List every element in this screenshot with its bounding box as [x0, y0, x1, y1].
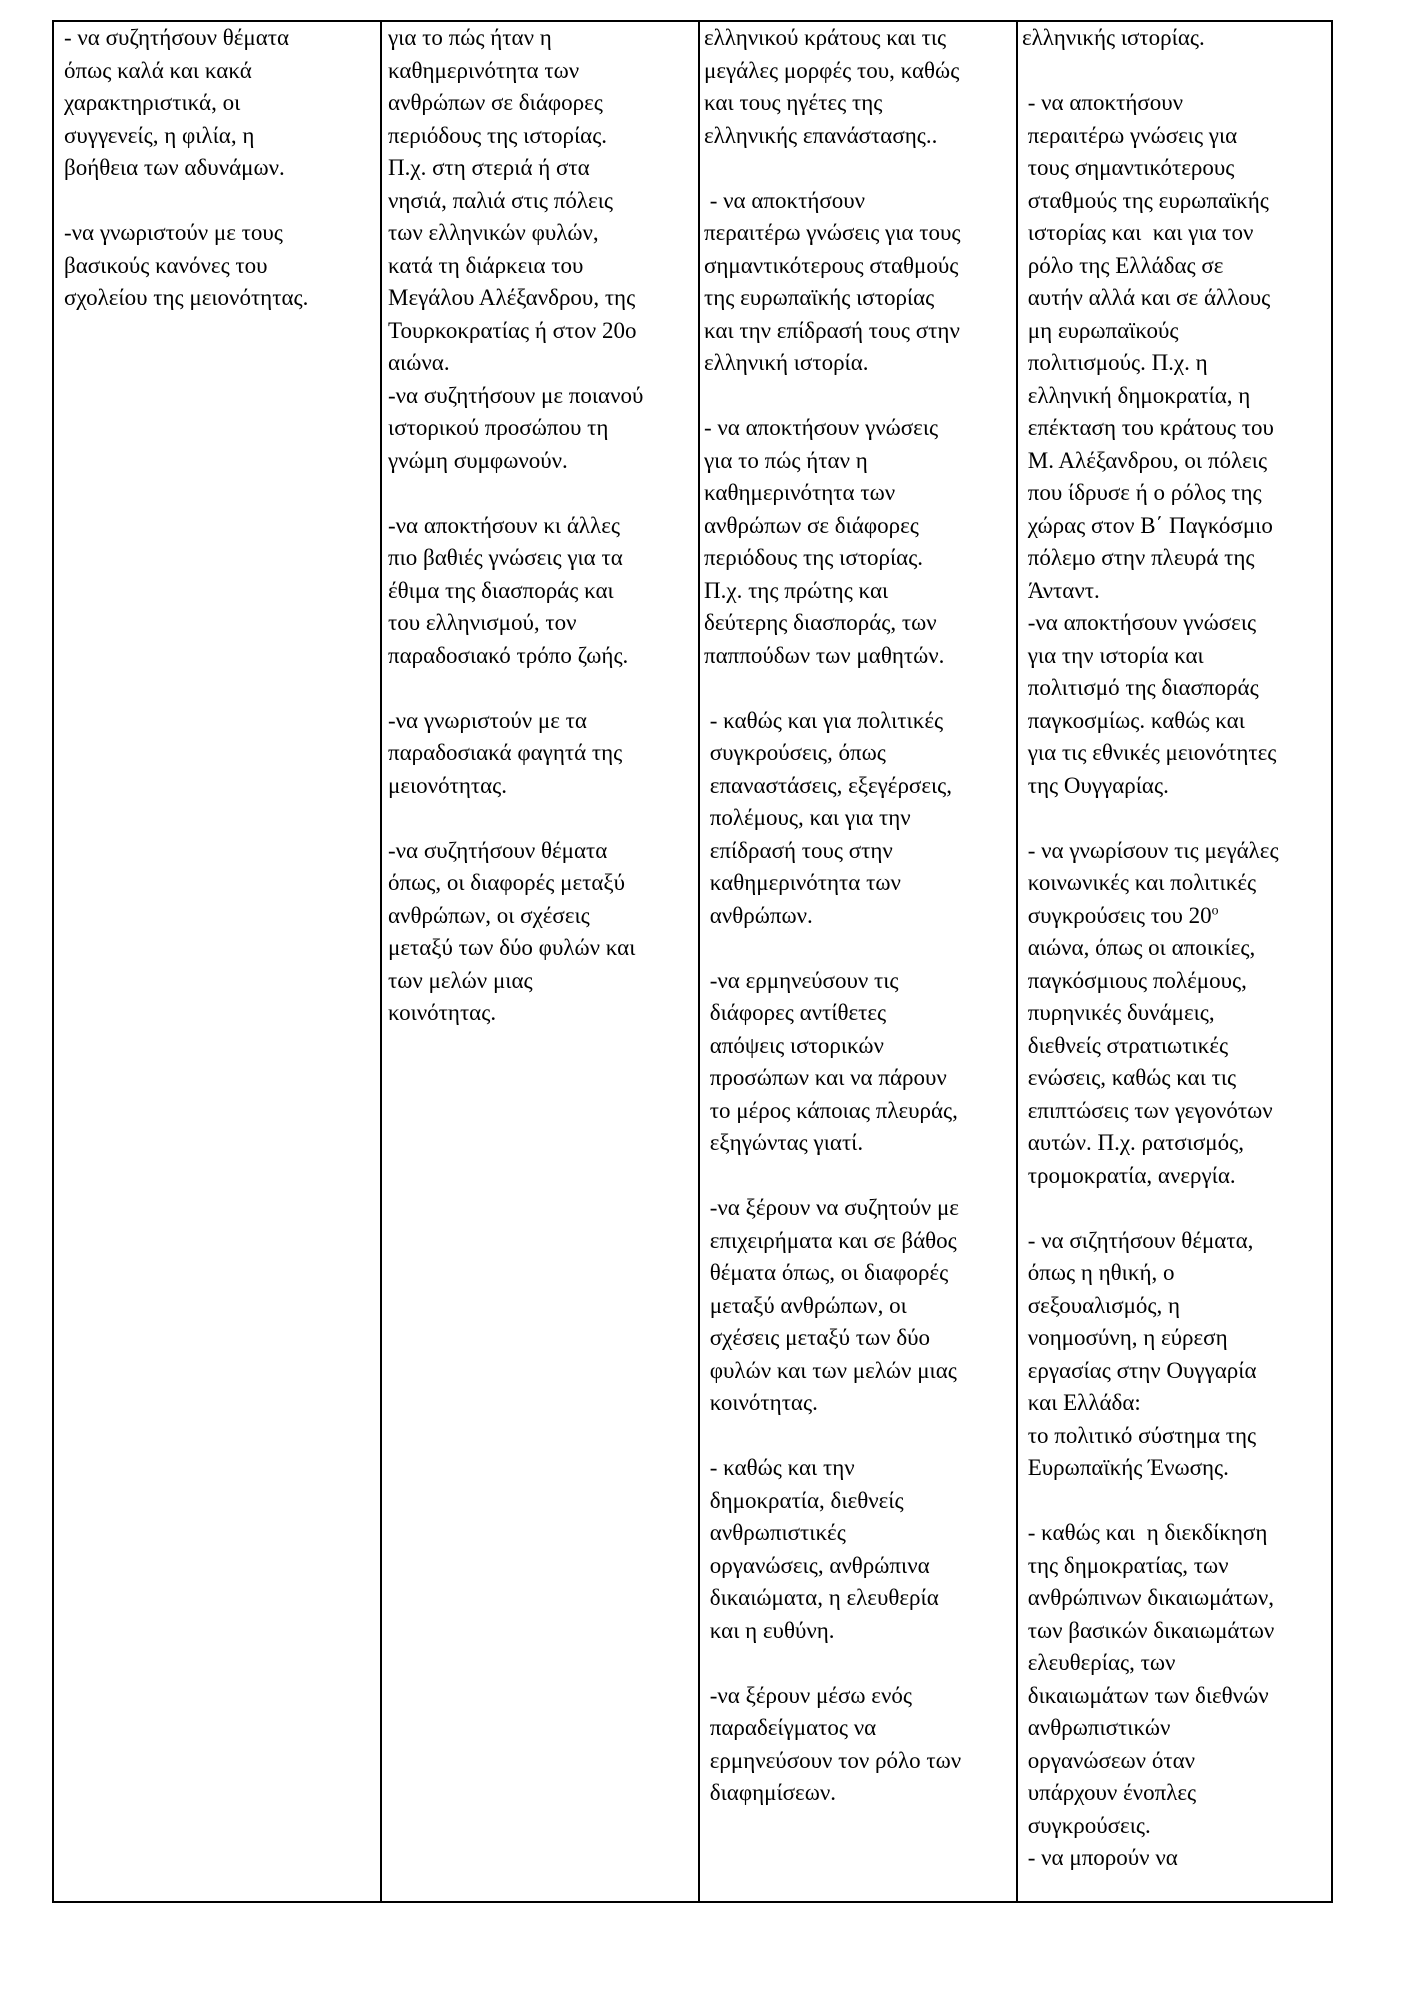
- table-column-3: [698, 22, 1016, 1901]
- cell-text: - να συζητήσουν θέματα όπως καλά και κακά χαρακτηριστικά, οι συγγενείς, η φιλία, η βοήθεια των αδυνάμων. -να γνωριστούν με τους βασικούς κανόνες του σχολείου της μειονότητας.: [64, 25, 309, 310]
- cell-text-part: ελληνικής ιστορίας. - να αποκτήσουν περαιτέρω γνώσεις για τους σημαντικότερους σταθμούς της ευρωπαϊκής ιστορίας και και για τον ρόλο της Ελλάδας σε αυτήν αλλά και σε άλλους μη ευρωπαϊκούς πολιτισμούς. Π.χ. η ελληνική δημοκρατία, η επέκταση του κράτους του Μ. Αλέξανδρου, οι πόλεις που ίδρυσε ή ο ρόλος της χώρας στον Β΄ Παγκόσμιο πόλεμο στην πλευρά της Άνταντ. -να αποκτήσουν γνώσεις για την ιστορία και πολιτισμό της διασποράς παγκοσμίως. καθώς και για τις εθνικές μειονότητες της Ουγγαρίας. - να γνωρίσουν τις μεγάλες κοινωνικές και πολιτικές συγκρούσεις του 20: [1022, 25, 1279, 928]
- superscript: ο: [1211, 901, 1219, 917]
- curriculum-table: [52, 20, 1333, 1903]
- cell-text: ελληνικού κράτους και τις μεγάλες μορφές του, καθώς και τους ηγέτες της ελληνικής επανάστασης.. - να αποκτήσουν περαιτέρω γνώσεις για τους σημαντικότερους σταθμούς της ευρωπαϊκής ιστορίας και την επίδρασή τους στην ελληνική ιστορία. - να αποκτήσουν γνώσεις για το πώς ήταν η καθημερινότητα των ανθρώπων σε διάφορες περιόδους της ιστορίας. Π.χ. της πρώτης και δεύτερης διασποράς, των παππούδων των μαθητών. - καθώς και για πολιτικές συγκρούσεις, όπως επαναστάσεις, εξεγέρσεις, πολέμους, και για την επίδρασή τους στην καθημερινότητα των ανθρώπων. -να ερμηνεύσουν τις διάφορες αντίθετες απόψεις ιστορικών προσώπων και να πάρουν το μέρος κάποιας πλευράς, εξηγώντας γιατί. -να ξέρουν να συζητούν με επιχειρήματα και σε βάθος θέματα όπως, οι διαφορές μεταξύ ανθρώπων, οι σχέσεις μεταξύ των δύο φυλών και των μελών μιας κοινότητας. - καθώς και την δημοκρατία, διεθνείς ανθρωπιστικές οργανώσεις, ανθρώπινα δικαιώματα, η ελευθερία και η ευθύνη. -να ξέρουν μέσω ενός παραδείγματος να ερμηνεύσουν τον ρόλο των διαφημίσεων.: [704, 25, 962, 1805]
- table-column-4: [1016, 22, 1331, 1901]
- cell-text: [1018, 22, 1331, 1875]
- cell-text-part: αιώνα, όπως οι αποικίες, παγκόσμιους πολέμους, πυρηνικές δυνάμεις, διεθνείς στρατιωτικές ενώσεις, καθώς και τις επιπτώσεις των γεγονότων αυτών. Π.χ. ρατσισμός, τρομοκρατία, ανεργία. - να σιζητήσουν θέματα, όπως η ηθική, ο σεξουαλισμός, η νοημοσύνη, η εύρεση εργασίας στην Ουγγαρία και Ελλάδα: το πολιτικό σύστημα της Ευρωπαϊκής Ένωσης. - καθώς και η διεκδίκηση της δημοκρατίας, των ανθρώπινων δικαιωμάτων, των βασικών δικαιωμάτων ελευθερίας, των δικαιωμάτων των διεθνών ανθρωπιστικών οργανώσεων όταν υπάρχουν ένοπλες συγκρούσεις. - να μπορούν να: [1027, 935, 1275, 1870]
- cell-text: για το πώς ήταν η καθημερινότητα των ανθρώπων σε διάφορες περιόδους της ιστορίας. Π.χ. στη στεριά ή στα νησιά, παλιά στις πόλεις των ελληνικών φυλών, κατά τη διάρκεια του Μεγάλου Αλέξανδρου, της Τουρκοκρατίας ή στον 20ο αιώνα. -να συζητήσουν με ποιανού ιστορικού προσώπου τη γνώμη συμφωνούν. -να αποκτήσουν κι άλλες πιο βαθιές γνώσεις για τα έθιμα της διασποράς και του ελληνισμού, τον παραδοσιακό τρόπο ζωής. -να γνωριστούν με τα παραδοσιακά φαγητά της μειονότητας. -να συζητήσουν θέματα όπως, οι διαφορές μεταξύ ανθρώπων, οι σχέσεις μεταξύ των δύο φυλών και των μελών μιας κοινότητας.: [388, 25, 644, 1025]
- table-column-1: [54, 22, 380, 1901]
- table-column-2: [380, 22, 698, 1901]
